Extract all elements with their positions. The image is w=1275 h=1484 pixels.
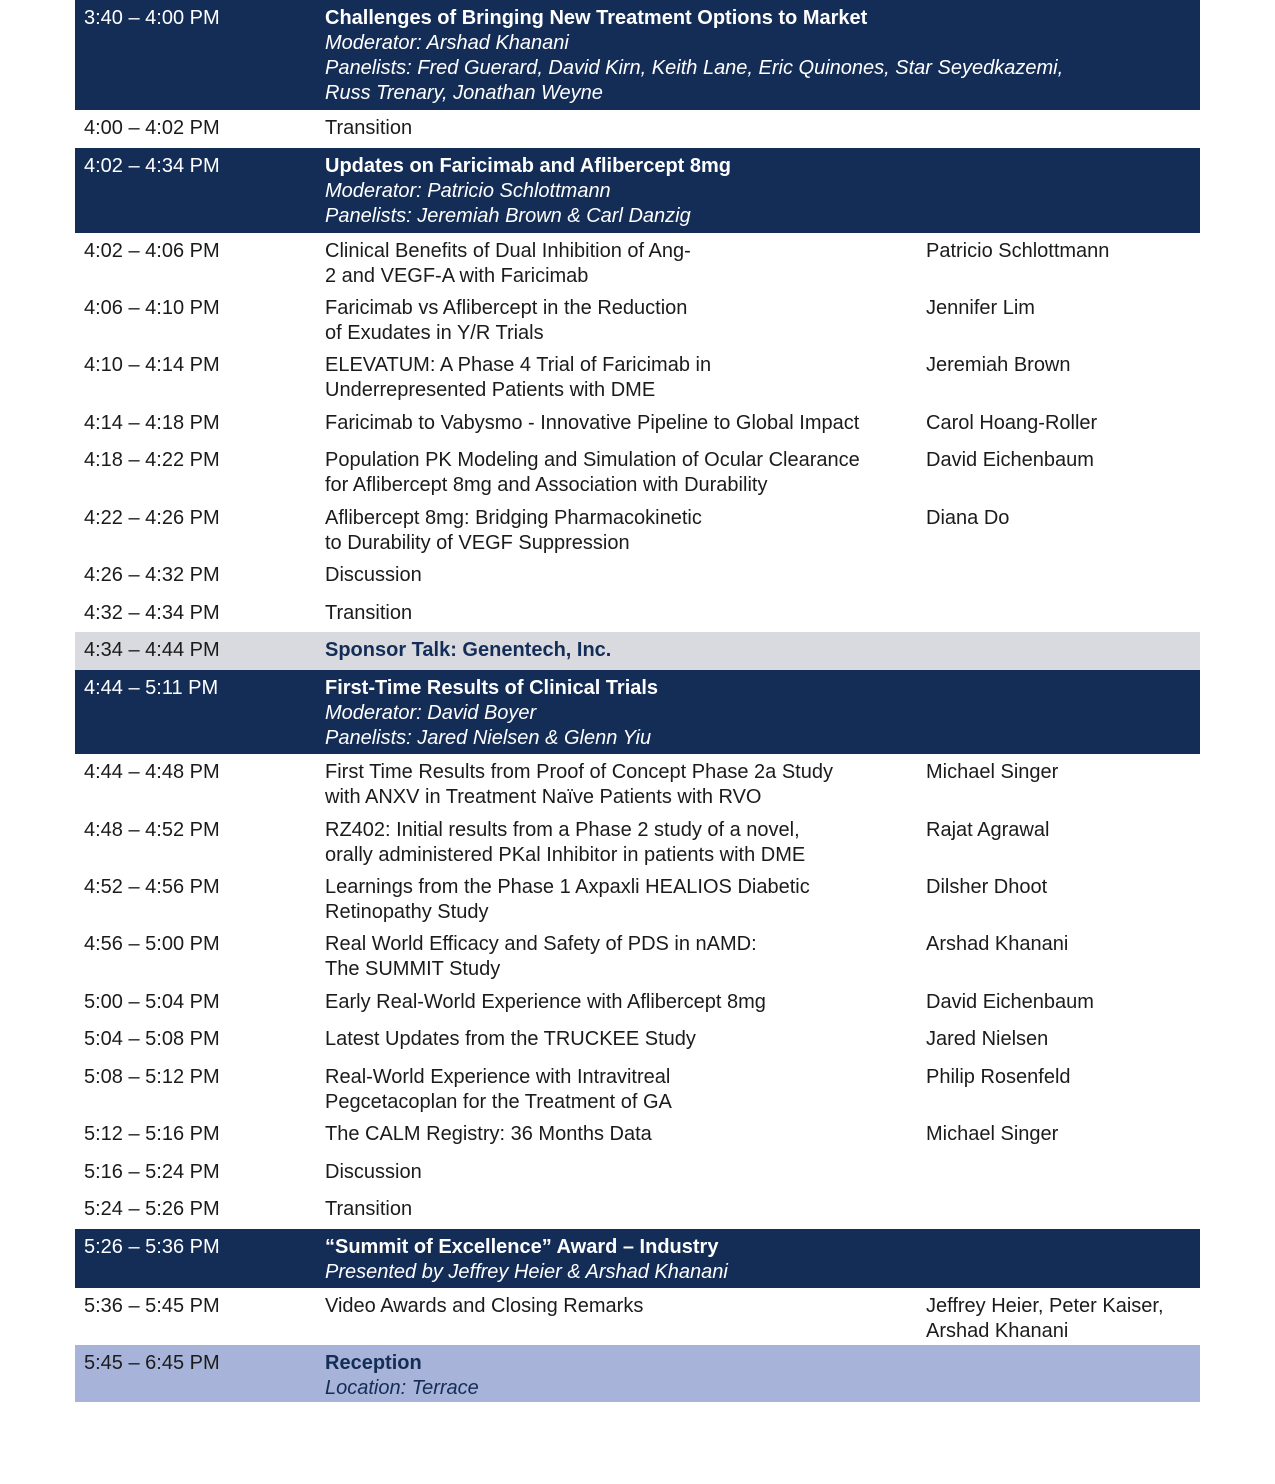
session-time: 4:00 – 4:02 PM: [84, 117, 220, 139]
talk-title: [325, 239, 915, 289]
session-time: 4:22 – 4:26 PM: [84, 507, 220, 529]
speaker-line: Dilsher Dhoot: [926, 876, 1048, 898]
session-header-row: [75, 670, 1200, 754]
speaker-name: [926, 990, 1196, 1015]
session-subtitle: Moderator: Patricio Schlottmann: [325, 180, 611, 202]
speaker-line: Diana Do: [926, 507, 1010, 529]
talk-title: [325, 818, 915, 868]
session-title: “Summit of Excellence” Award – Industry: [325, 1236, 719, 1258]
speaker-name: [926, 1027, 1196, 1052]
talk-title-line: Latest Updates from the TRUCKEE Study: [325, 1028, 696, 1050]
talk-title-line: The SUMMIT Study: [325, 958, 501, 980]
session-subtitle: Presented by Jeffrey Heier & Arshad Khanani: [325, 1261, 728, 1283]
session-subtitle: Russ Trenary, Jonathan Weyne: [325, 82, 603, 104]
talk-title: [325, 1294, 915, 1319]
speaker-line: Carol Hoang-Roller: [926, 412, 1098, 434]
agenda-row: [75, 405, 1200, 442]
session-title: Updates on Faricimab and Aflibercept 8mg: [325, 155, 732, 177]
talk-title: [325, 1160, 1185, 1185]
session-heading: [325, 154, 1185, 229]
talk-title: [325, 296, 915, 346]
speaker-line: Philip Rosenfeld: [926, 1066, 1071, 1088]
talk-title-line: Aflibercept 8mg: Bridging Pharmacokinetic: [325, 507, 702, 529]
speaker-line: Michael Singer: [926, 761, 1059, 783]
session-time: 5:45 – 6:45 PM: [84, 1352, 220, 1374]
session-time: 5:26 – 5:36 PM: [84, 1236, 220, 1258]
session-header-row: [75, 1229, 1200, 1288]
talk-title-line: Early Real-World Experience with Aflibercept 8mg: [325, 991, 766, 1013]
session-time: 4:56 – 5:00 PM: [84, 933, 220, 955]
agenda-row: [75, 984, 1200, 1021]
agenda-row: [75, 595, 1200, 632]
talk-title-line: Retinopathy Study: [325, 901, 489, 923]
session-time: 4:32 – 4:34 PM: [84, 602, 220, 624]
talk-title: [325, 990, 915, 1015]
agenda-row: [75, 926, 1200, 984]
speaker-name: [926, 411, 1196, 436]
session-heading: [325, 638, 1185, 663]
talk-title-line: 2 and VEGF-A with Faricimab: [325, 265, 589, 287]
session-subtitle: Panelists: Fred Guerard, David Kirn, Keith Lane, Eric Quinones, Star Seyedkazemi,: [325, 57, 1064, 79]
session-time: 4:02 – 4:34 PM: [84, 155, 220, 177]
session-header-row: [75, 632, 1200, 670]
speaker-name: [926, 932, 1196, 957]
session-time: 5:08 – 5:12 PM: [84, 1066, 220, 1088]
talk-title-line: RZ402: Initial results from a Phase 2 study of a novel,: [325, 819, 800, 841]
session-time: 4:14 – 4:18 PM: [84, 412, 220, 434]
speaker-line: David Eichenbaum: [926, 991, 1094, 1013]
agenda-row: [75, 347, 1200, 405]
agenda-row: [75, 557, 1200, 595]
talk-title-line: Transition: [325, 117, 413, 139]
talk-title-line: Faricimab vs Aflibercept in the Reduction: [325, 297, 688, 319]
talk-title: [325, 1065, 915, 1115]
session-heading: [325, 6, 1185, 106]
talk-title-line: ELEVATUM: A Phase 4 Trial of Faricimab in: [325, 354, 712, 376]
agenda-row: [75, 1021, 1200, 1059]
talk-title-line: Underrepresented Patients with DME: [325, 379, 656, 401]
speaker-line: Rajat Agrawal: [926, 819, 1050, 841]
talk-title-line: with ANXV in Treatment Naïve Patients with RVO: [325, 786, 762, 808]
speaker-name: [926, 818, 1196, 843]
speaker-name: [926, 353, 1196, 378]
talk-title: [325, 1197, 1185, 1222]
talk-title: [325, 353, 915, 403]
talk-title-line: of Exudates in Y/R Trials: [325, 322, 544, 344]
agenda-row: [75, 1154, 1200, 1191]
session-heading: [325, 676, 1185, 751]
session-time: 4:18 – 4:22 PM: [84, 449, 220, 471]
session-time: 4:52 – 4:56 PM: [84, 876, 220, 898]
talk-title-line: Real-World Experience with Intravitreal: [325, 1066, 671, 1088]
session-time: 4:06 – 4:10 PM: [84, 297, 220, 319]
agenda-row: [75, 110, 1200, 148]
talk-title-line: Population PK Modeling and Simulation of Ocular Clearance: [325, 449, 860, 471]
agenda-row: [75, 1116, 1200, 1154]
session-time: 4:48 – 4:52 PM: [84, 819, 220, 841]
agenda-row: [75, 500, 1200, 557]
talk-title-line: Learnings from the Phase 1 Axpaxli HEALIOS Diabetic: [325, 876, 810, 898]
agenda-row: [75, 1288, 1200, 1345]
speaker-line: Jared Nielsen: [926, 1028, 1049, 1050]
session-subtitle: Location: Terrace: [325, 1377, 479, 1399]
session-heading: [325, 1235, 1185, 1285]
agenda-row: [75, 869, 1200, 926]
talk-title-line: Real World Efficacy and Safety of PDS in nAMD:: [325, 933, 757, 955]
talk-title-line: The CALM Registry: 36 Months Data: [325, 1123, 652, 1145]
session-header-row: [75, 148, 1200, 233]
talk-title: [325, 601, 1185, 626]
talk-title: [325, 506, 915, 556]
speaker-line: Arshad Khanani: [926, 1320, 1069, 1342]
speaker-line: David Eichenbaum: [926, 449, 1094, 471]
session-title: Challenges of Bringing New Treatment Options to Market: [325, 7, 868, 29]
agenda-row: [75, 1059, 1200, 1116]
speaker-line: Jeffrey Heier, Peter Kaiser,: [926, 1295, 1164, 1317]
session-subtitle: Moderator: Arshad Khanani: [325, 32, 569, 54]
talk-title: [325, 563, 1185, 588]
session-time: 5:24 – 5:26 PM: [84, 1198, 220, 1220]
talk-title-line: Pegcetacoplan for the Treatment of GA: [325, 1091, 672, 1113]
session-time: 5:36 – 5:45 PM: [84, 1295, 220, 1317]
agenda-row: [75, 754, 1200, 812]
talk-title-line: Clinical Benefits of Dual Inhibition of Ang-: [325, 240, 691, 262]
session-title: Reception: [325, 1352, 422, 1374]
agenda-row: [75, 233, 1200, 290]
talk-title: [325, 932, 915, 982]
session-heading: [325, 1351, 1185, 1401]
talk-title-line: for Aflibercept 8mg and Association with Durability: [325, 474, 768, 496]
talk-title-line: Video Awards and Closing Remarks: [325, 1295, 644, 1317]
session-title: Sponsor Talk: Genentech, Inc.: [325, 639, 612, 661]
speaker-name: [926, 1065, 1196, 1090]
session-header-row: [75, 0, 1200, 110]
session-title: First-Time Results of Clinical Trials: [325, 677, 659, 699]
session-time: 5:04 – 5:08 PM: [84, 1028, 220, 1050]
talk-title-line: to Durability of VEGF Suppression: [325, 532, 630, 554]
speaker-name: [926, 1122, 1196, 1147]
talk-title-line: Faricimab to Vabysmo - Innovative Pipeline to Global Impact: [325, 412, 860, 434]
talk-title-line: Transition: [325, 1198, 413, 1220]
session-time: 4:02 – 4:06 PM: [84, 240, 220, 262]
speaker-name: [926, 239, 1196, 264]
session-time: 5:00 – 5:04 PM: [84, 991, 220, 1013]
session-header-row: [75, 1345, 1200, 1402]
talk-title: [325, 1027, 915, 1052]
talk-title: [325, 1122, 915, 1147]
speaker-line: Jennifer Lim: [926, 297, 1035, 319]
agenda-row: [75, 442, 1200, 500]
speaker-line: Jeremiah Brown: [926, 354, 1071, 376]
agenda-row: [75, 1191, 1200, 1229]
agenda-row: [75, 812, 1200, 869]
session-time: 4:10 – 4:14 PM: [84, 354, 220, 376]
session-time: 5:16 – 5:24 PM: [84, 1161, 220, 1183]
session-time: 4:26 – 4:32 PM: [84, 564, 220, 586]
session-time: 4:44 – 4:48 PM: [84, 761, 220, 783]
speaker-line: Patricio Schlottmann: [926, 240, 1110, 262]
talk-title: [325, 760, 915, 810]
session-time: 4:34 – 4:44 PM: [84, 639, 220, 661]
talk-title-line: Discussion: [325, 1161, 422, 1183]
speaker-name: [926, 1294, 1196, 1344]
speaker-name: [926, 760, 1196, 785]
session-subtitle: Moderator: David Boyer: [325, 702, 537, 724]
session-time: 3:40 – 4:00 PM: [84, 7, 220, 29]
speaker-line: Michael Singer: [926, 1123, 1059, 1145]
talk-title-line: First Time Results from Proof of Concept Phase 2a Study: [325, 761, 833, 783]
speaker-name: [926, 506, 1196, 531]
talk-title: [325, 875, 915, 925]
session-time: 4:44 – 5:11 PM: [84, 677, 219, 699]
talk-title: [325, 116, 1185, 141]
agenda-table: [75, 0, 1200, 1402]
talk-title: [325, 411, 915, 436]
talk-title-line: Discussion: [325, 564, 422, 586]
agenda-row: [75, 290, 1200, 347]
session-time: 5:12 – 5:16 PM: [84, 1123, 220, 1145]
session-subtitle: Panelists: Jared Nielsen & Glenn Yiu: [325, 727, 652, 749]
session-subtitle: Panelists: Jeremiah Brown & Carl Danzig: [325, 205, 691, 227]
talk-title-line: orally administered PKal Inhibitor in patients with DME: [325, 844, 806, 866]
speaker-name: [926, 875, 1196, 900]
speaker-name: [926, 296, 1196, 321]
talk-title-line: Transition: [325, 602, 413, 624]
speaker-line: Arshad Khanani: [926, 933, 1069, 955]
speaker-name: [926, 448, 1196, 473]
talk-title: [325, 448, 915, 498]
